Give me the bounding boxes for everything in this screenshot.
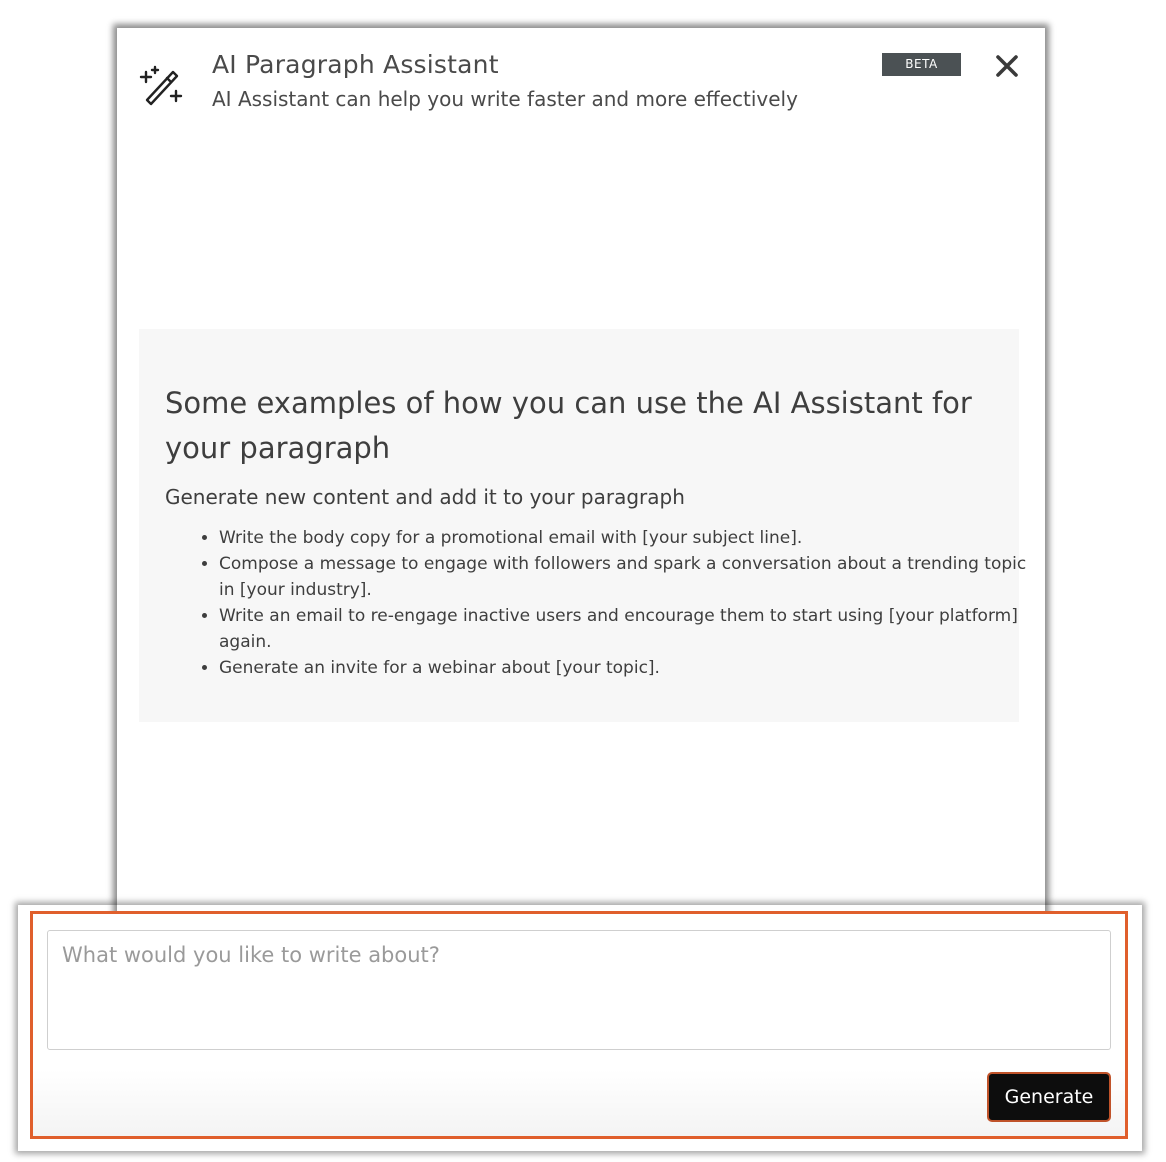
example-item: • Write an email to re-engage inactive users and encourage them to start using [your platform] again.	[219, 603, 1039, 655]
example-item: • Write the body copy for a promotional email with [your subject line].	[219, 525, 1039, 551]
examples-list	[165, 525, 1039, 681]
beta-badge: BETA	[882, 53, 961, 76]
magic-wand-icon	[139, 64, 183, 108]
prompt-input[interactable]	[47, 930, 1111, 1050]
examples-heading: Some examples of how you can use the AI Assistant for your paragraph	[165, 386, 972, 465]
composer-highlight	[18, 905, 1142, 1151]
example-item: • Compose a message to engage with followers and spark a conversation about a trending topic in [your industry].	[219, 551, 1039, 603]
example-item: • Generate an invite for a webinar about [your topic].	[219, 655, 1039, 681]
composer-panel	[30, 911, 1128, 1139]
modal-title: AI Paragraph Assistant	[212, 50, 499, 79]
generate-button[interactable]: Generate	[987, 1072, 1111, 1122]
examples-panel	[139, 329, 1027, 722]
close-icon[interactable]	[993, 52, 1021, 80]
modal-subtitle: AI Assistant can help you write faster and more effectively	[212, 87, 798, 111]
ai-assistant-modal	[117, 28, 1045, 928]
examples-subheading: Generate new content and add it to your paragraph	[165, 485, 685, 509]
